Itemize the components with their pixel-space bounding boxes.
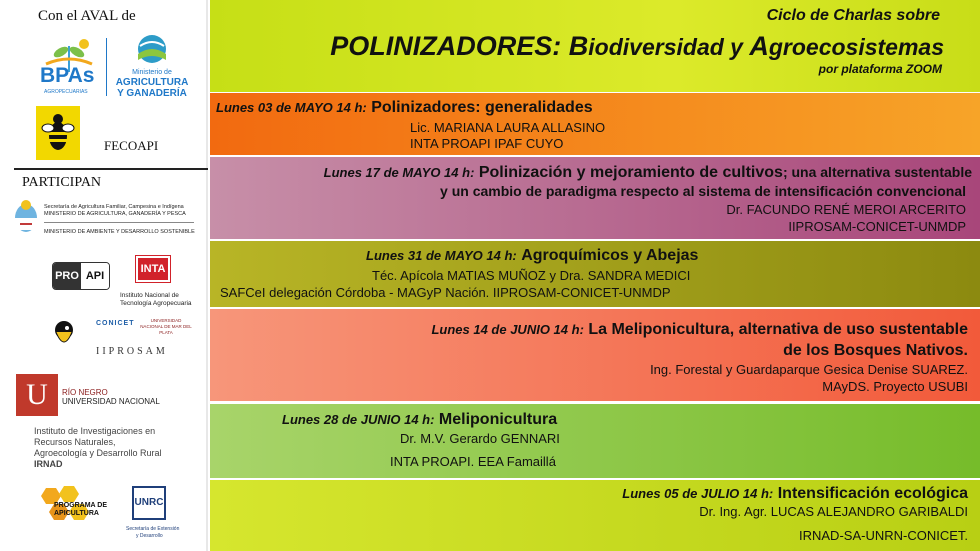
irnad-line2: Recursos Naturales, (34, 437, 116, 447)
talk-date: Lunes 03 de MAYO 14 h (216, 100, 363, 115)
fecoapi-logo (36, 106, 80, 160)
inta-line1: Instituto Nacional de (120, 292, 179, 299)
secretaria-line1: Secretaría de Agricultura Familiar, Campesina e Indígena (44, 204, 184, 210)
schedule-panel (210, 0, 980, 551)
title-part2: iodiversidad y (588, 34, 750, 60)
unrn-line2: UNIVERSIDAD NACIONAL (62, 397, 160, 406)
bpas-text: BPAs (40, 64, 95, 87)
conicet-logo: CONICET (96, 320, 135, 327)
talk-affiliation: SAFCeI delegación Córdoba - MAGyP Nación. IIPROSAM-CONICET-UNMDP (220, 285, 671, 300)
participan-divider (14, 168, 208, 170)
programa-line1: PROGRAMA DE (54, 502, 108, 509)
talk-affiliation: IIPROSAM-CONICET-UNMDP (788, 219, 966, 234)
talk-title-line2: de los Bosques Nativos. (783, 342, 968, 359)
argentina-seal (12, 198, 40, 234)
secretaria-rule (44, 222, 194, 223)
bee-icon (36, 106, 80, 160)
title-part1: POLINIZADORES: B (330, 31, 589, 61)
iiprosam-label: IIPROSAM (96, 346, 168, 357)
talk-title: Meliponicultura (438, 411, 558, 428)
ministerio-line3: Y GANADERÍA (117, 88, 187, 99)
date-colon: : (470, 165, 475, 180)
bird-icon (50, 318, 78, 354)
date-colon: : (579, 322, 584, 337)
date-colon: : (768, 486, 774, 501)
talk-date: Lunes 05 de JULIO 14 h (622, 486, 769, 501)
talk-title: La Meliponicultura, alternativa de uso sustentable (588, 321, 968, 338)
proapi-pro: PRO (53, 263, 81, 289)
ministerio-line1: Ministerio de (132, 69, 172, 76)
talk-row (210, 404, 980, 478)
talk-speaker: Téc. Apícola MATIAS MUÑOZ y Dra. SANDRA MEDICI (372, 268, 691, 283)
talk-title: Intensificación ecológica (777, 485, 968, 502)
date-colon: : (430, 412, 435, 427)
bpas-subtext: AGROPECUARIAS (44, 89, 88, 95)
inta-line2: Tecnología Agropecuaria (120, 300, 192, 307)
date-colon: : (362, 100, 367, 115)
date-colon: : (512, 248, 517, 263)
header-banner (210, 0, 980, 92)
talk-affiliation: MAyDS. Proyecto USUBI (822, 379, 968, 394)
unmdp-logo: UNIVERSIDAD NACIONAL DE MAR DEL PLATA (140, 318, 192, 335)
talk-title: Polinización y mejoramiento de cultivos (478, 164, 783, 181)
talk-row (210, 157, 980, 239)
talk-date: Lunes 14 de JUNIO 14 h (431, 322, 580, 337)
header-platform: por plataforma ZOOM (818, 62, 942, 76)
unrc-line2: y Desarrollo (136, 533, 163, 539)
talk-title: Agroquímicos y Abejas (521, 247, 699, 264)
talk-affiliation: INTA PROAPI. EEA Famaillá (390, 454, 556, 469)
header-title (330, 31, 944, 62)
title-part4: groecosistemas (768, 34, 944, 60)
proapi-logo (52, 262, 110, 290)
talk-title-line (622, 485, 968, 503)
logo-divider (106, 38, 107, 96)
ministerio-agricultura-logo (112, 34, 192, 100)
talk-title-line (366, 247, 698, 265)
talk-title-cont: ; una alternativa sustentable (782, 164, 972, 180)
talk-date: Lunes 17 de MAYO 14 h (323, 165, 471, 180)
talk-speaker: Ing. Forestal y Guardaparque Gesica Denise SUAREZ. (650, 362, 968, 377)
unrc-logo: UNRC (132, 486, 166, 520)
header-subtitle: Ciclo de Charlas sobre (766, 7, 940, 24)
talk-title-line (431, 321, 968, 339)
inta-logo: INTA (136, 256, 170, 282)
talk-row (210, 480, 980, 551)
proapi-api: API (81, 263, 109, 289)
ministerio-line2: AGRICULTURA (115, 77, 189, 88)
talk-row (210, 241, 980, 307)
participan-title: PARTICIPAN (22, 175, 102, 190)
talk-title-line (216, 99, 593, 117)
talk-date: Lunes 28 de JUNIO 14 h (282, 412, 431, 427)
aval-title: Con el AVAL de (38, 8, 136, 24)
sponsor-sidebar (0, 0, 208, 551)
irnad-line3: Agroecología y Desarrollo Rural (34, 448, 162, 458)
talk-speaker: Dr. Ing. Agr. LUCAS ALEJANDRO GARIBALDI (699, 504, 968, 519)
iiprosam-bird-logo (50, 318, 78, 354)
talk-title: Polinizadores: generalidades (371, 99, 593, 116)
talk-row (210, 309, 980, 401)
unrn-line1: RÍO NEGRO (62, 388, 108, 397)
irnad-line4: IRNAD (34, 459, 63, 469)
talk-row (210, 93, 980, 155)
unrc-line1: Secretaría de Extensión (126, 526, 180, 532)
talk-subtitle: y un cambio de paradigma respecto al sistema de intensificación convencional (440, 183, 966, 199)
ministerio-field-icon (130, 34, 174, 64)
secretaria-line3: MINISTERIO DE AMBIENTE Y DESARROLLO SOSTENIBLE (44, 229, 195, 235)
talk-date: Lunes 31 de MAYO 14 h (366, 248, 513, 263)
irnad-line1: Instituto de Investigaciones en (34, 426, 156, 436)
talk-speaker: Dr. M.V. Gerardo GENNARI (400, 431, 560, 446)
talk-speaker: Dr. FACUNDO RENÉ MEROI ARCERITO (726, 202, 966, 217)
fecoapi-label: FECOAPI (104, 138, 159, 153)
talk-affiliation: IRNAD-SA-UNRN-CONICET. (799, 528, 968, 543)
unrn-logo: U (16, 374, 58, 416)
title-part3: A (749, 31, 769, 61)
talk-affiliation: INTA PROAPI IPAF CUYO (410, 136, 564, 151)
escudo-icon (12, 198, 40, 234)
talk-speaker: Lic. MARIANA LAURA ALLASINO (410, 120, 606, 135)
talk-title-line (282, 411, 557, 429)
secretaria-line2: MINISTERIO DE AGRICULTURA, GANADERÍA Y PESCA (44, 211, 186, 217)
programa-line2: APICULTURA (54, 510, 99, 517)
bpas-logo (36, 34, 102, 98)
talk-title-line (324, 164, 972, 182)
